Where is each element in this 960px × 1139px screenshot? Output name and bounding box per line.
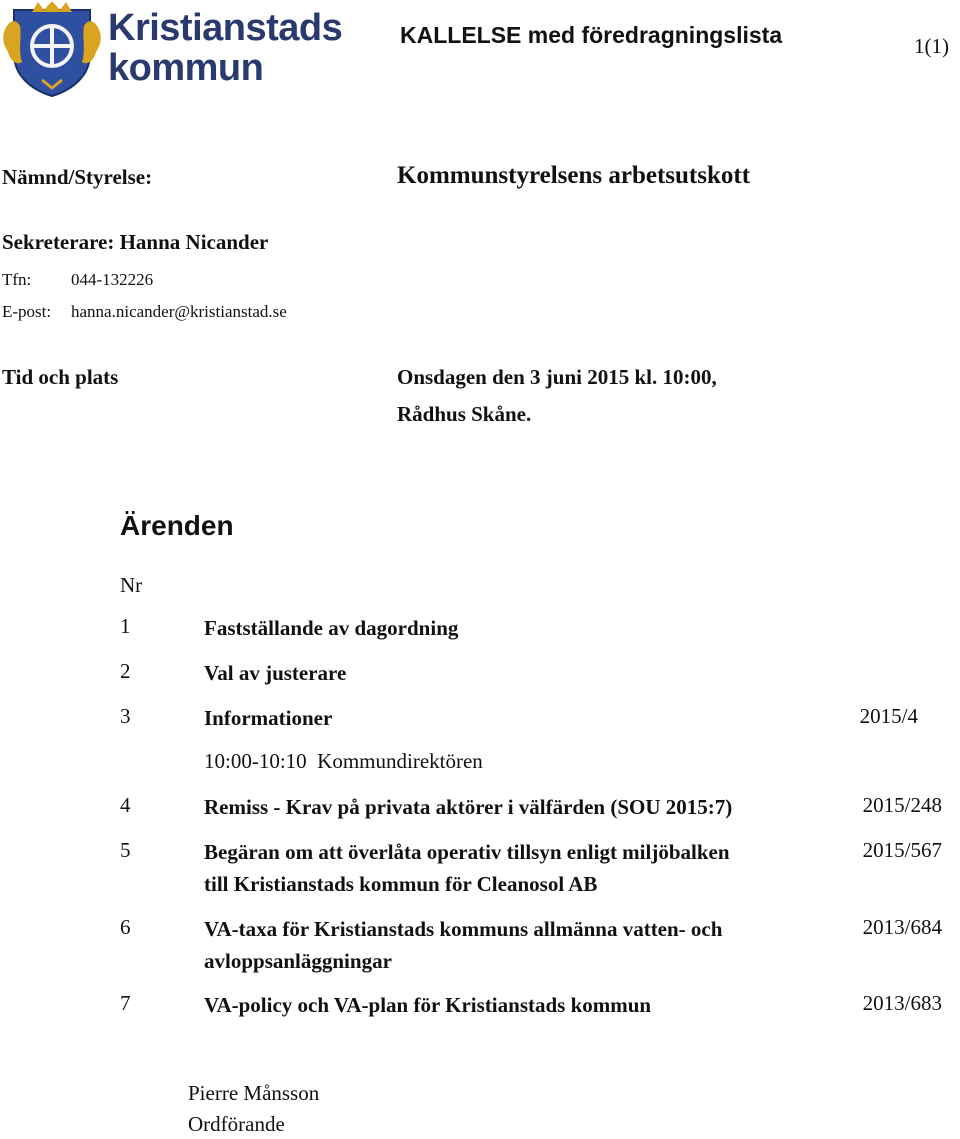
phone-label: Tfn: bbox=[2, 270, 32, 289]
email-label: E-post: bbox=[2, 302, 52, 321]
agenda-item-title: Fastställande av dagordning bbox=[204, 616, 459, 640]
agenda-item-number: 7 bbox=[120, 991, 131, 1015]
logo-line-2: kommun bbox=[108, 47, 264, 89]
agenda-item-note: 10:00-10:10 Kommundirektören bbox=[204, 749, 483, 773]
page-indicator: 1(1) bbox=[914, 34, 949, 58]
agenda-item-title: VA-taxa för Kristianstads kommuns allmänna vatten- och bbox=[204, 917, 723, 941]
logo-line-1: Kristianstads bbox=[108, 7, 343, 49]
agenda-item-number: 5 bbox=[120, 838, 131, 862]
agenda-item-number: 1 bbox=[120, 614, 131, 638]
signatory-name: Pierre Månsson bbox=[188, 1081, 320, 1105]
board-value: Kommunstyrelsens arbetsutskott bbox=[397, 162, 751, 189]
agenda-item-reference: 2013/683 bbox=[862, 991, 942, 1015]
agenda-item-reference: 2015/248 bbox=[862, 793, 942, 817]
agenda-item-title: VA-policy och VA-plan för Kristianstads kommun bbox=[204, 993, 652, 1017]
board-label: Nämnd/Styrelse: bbox=[2, 165, 153, 189]
agenda-item-title: Val av justerare bbox=[204, 661, 347, 685]
agenda-nr-label: Nr bbox=[120, 573, 143, 597]
agenda-item-title-continued: avloppsanläggningar bbox=[204, 949, 392, 973]
meeting-time: Onsdagen den 3 juni 2015 kl. 10:00, bbox=[397, 365, 717, 389]
logo-wordmark bbox=[108, 8, 342, 88]
agenda-item-title: Begäran om att överlåta operativ tillsyn enligt miljöbalken bbox=[204, 840, 730, 864]
agenda-item-number: 6 bbox=[120, 915, 131, 939]
agenda-item-reference: 2015/567 bbox=[862, 838, 942, 862]
agenda-item-number: 2 bbox=[120, 659, 131, 683]
agenda-item-reference: 2013/684 bbox=[862, 915, 942, 939]
document-title: KALLELSE med föredragningslista bbox=[400, 22, 783, 48]
signatory-role: Ordförande bbox=[188, 1112, 285, 1136]
agenda-item-reference: 2015/4 bbox=[859, 704, 918, 728]
secretary-line: Sekreterare: Hanna Nicander bbox=[2, 230, 269, 254]
municipality-logo bbox=[2, 2, 343, 98]
agenda-item-number: 3 bbox=[120, 704, 131, 728]
agenda-item-title-continued: till Kristianstads kommun för Cleanosol AB bbox=[204, 872, 598, 896]
agenda-heading: Ärenden bbox=[120, 510, 234, 541]
agenda-item-title: Remiss - Krav på privata aktörer i välfärden (SOU 2015:7) bbox=[204, 795, 733, 819]
meeting-label: Tid och plats bbox=[2, 365, 119, 389]
agenda-item-number: 4 bbox=[120, 793, 131, 817]
coat-of-arms-icon bbox=[2, 2, 102, 98]
meeting-place: Rådhus Skåne. bbox=[397, 402, 532, 426]
agenda-item-title: Informationer bbox=[204, 706, 333, 730]
email-value: hanna.nicander@kristianstad.se bbox=[71, 302, 287, 321]
phone-value: 044-132226 bbox=[71, 270, 154, 289]
